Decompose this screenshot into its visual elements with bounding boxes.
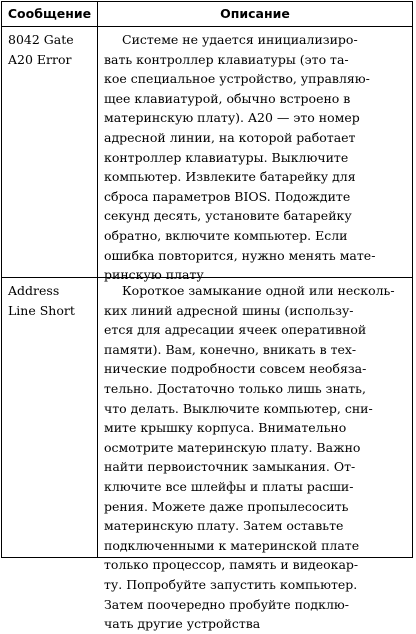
description-line: мите крышку корпуса. Внимательно <box>104 420 347 436</box>
description-line: только процессор, память и видеокар- <box>104 557 359 573</box>
description-line: ринскую плату <box>104 267 204 283</box>
description-cell <box>98 278 412 632</box>
message-text: 8042 Gate <box>8 32 74 47</box>
table-row <box>2 278 412 632</box>
description-line: материнскую плату). A20 — это номер <box>104 110 360 126</box>
description-line: найти первоисточник замыкания. От- <box>104 459 356 475</box>
message-text: A20 Error <box>8 51 72 67</box>
description-line: Короткое замыкание одной или несколь- <box>122 283 395 298</box>
description-line: вать контроллер клавиатуры (это та- <box>104 51 349 67</box>
description-line: тельно. Достаточно только лишь знать, <box>104 380 366 396</box>
description-line: нические подробности совсем необяза- <box>104 361 367 377</box>
description-line: рения. Можете даже пропылесосить <box>104 498 349 514</box>
message-text: Line Short <box>8 302 75 318</box>
description-line: подключенными к материнской плате <box>104 537 360 553</box>
description-line: обратно, включите компьютер. Если <box>104 227 348 243</box>
description-line: Системе не удается инициализиро- <box>122 32 358 47</box>
error-messages-table <box>1 1 413 632</box>
description-line: кое специальное устройство, управляю- <box>104 71 370 87</box>
description-line: что делать. Выключите компьютер, сни- <box>104 400 373 416</box>
description-line: сброса параметров BIOS. Подождите <box>104 188 351 204</box>
description-cell <box>98 27 412 283</box>
description-line: материнскую плату. Затем оставьте <box>104 518 344 534</box>
description-line: компьютер. Извлеките батарейку для <box>104 169 356 185</box>
description-line: секунд десять, установите батарейку <box>104 208 352 224</box>
message-cell <box>2 278 98 557</box>
description-line: ту. Попробуйте запустить компьютер. <box>104 576 358 592</box>
description-line: памяти). Вам, конечно, вникать в тех- <box>104 341 357 357</box>
description-line: Затем поочередно пробуйте подклю- <box>104 596 349 612</box>
description-line: ключите все шлейфы и платы расши- <box>104 478 354 494</box>
description-line: осмотрите материнскую плату. Важно <box>104 439 361 455</box>
description-line: ошибка повторится, нужно менять мате- <box>104 247 376 263</box>
header-description: Описание <box>220 6 290 21</box>
description-line: чать другие устройства <box>104 616 261 632</box>
header-message: Сообщение <box>2 2 98 26</box>
description-line: ется для адресации ячеек оперативной <box>104 322 367 338</box>
description-line: адресной линии, на которой работает <box>104 129 356 145</box>
description-line: ких линий адресной шины (использу- <box>104 302 354 318</box>
table-row <box>2 27 412 283</box>
description-line: щее клавиатурой, обычно встроено в <box>104 90 351 106</box>
message-cell <box>2 27 98 277</box>
description-line: контроллер клавиатуры. Выключите <box>104 149 349 165</box>
message-text: Address <box>8 283 60 298</box>
table-header-row <box>2 2 412 27</box>
